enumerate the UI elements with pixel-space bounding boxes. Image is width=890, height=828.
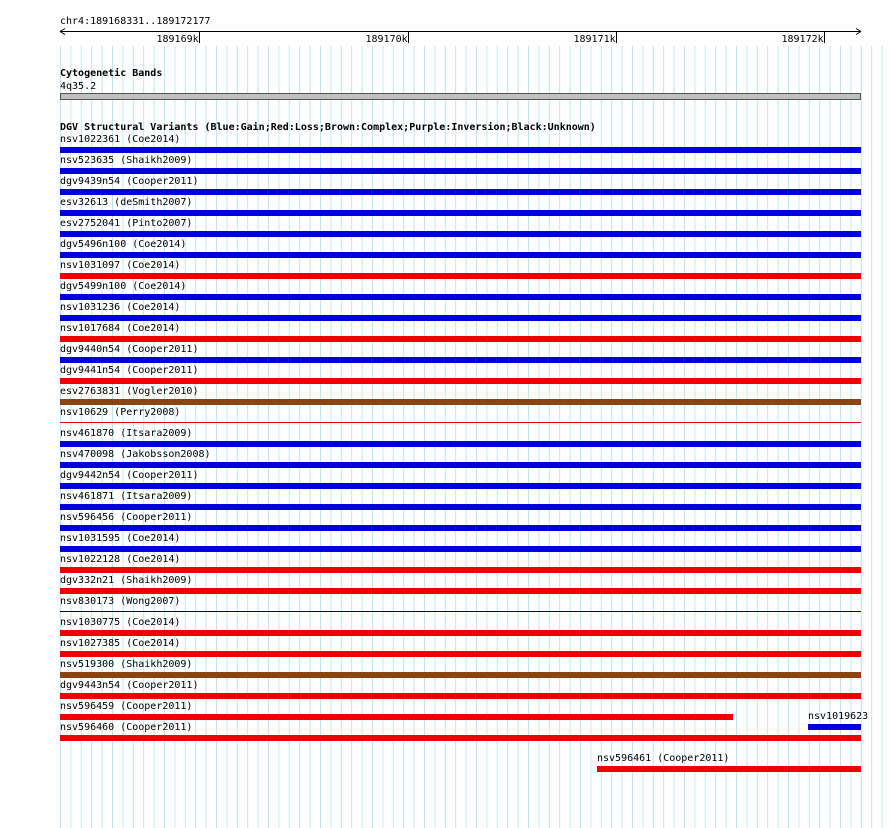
dgv-feature-bar[interactable] [60, 672, 861, 678]
dgv-feature-label[interactable]: esv32613 (deSmith2007) [60, 197, 193, 208]
dgv-feature-bar[interactable] [60, 483, 861, 489]
dgv-feature-bar[interactable] [60, 252, 861, 258]
dgv-feature-bar[interactable] [60, 441, 861, 447]
dgv-feature-label[interactable]: nsv1031595 (Coe2014) [60, 533, 181, 544]
dgv-feature-bar[interactable] [60, 714, 733, 720]
dgv-feature-label[interactable]: nsv461870 (Itsara2009) [60, 428, 193, 439]
dgv-feature-label[interactable]: nsv10629 (Perry2008) [60, 407, 181, 418]
dgv-feature-bar[interactable] [60, 336, 861, 342]
dgv-feature-bar[interactable] [60, 399, 861, 405]
dgv-feature-bar[interactable] [60, 231, 861, 237]
dgv-feature-label[interactable]: nsv596461 (Cooper2011) [597, 753, 730, 764]
dgv-feature-bar[interactable] [60, 210, 861, 216]
cytoband-track-title: Cytogenetic Bands [60, 68, 163, 79]
dgv-feature-bar[interactable] [60, 462, 861, 468]
dgv-feature-bar[interactable] [60, 422, 861, 423]
dgv-feature-label[interactable]: nsv596456 (Cooper2011) [60, 512, 193, 523]
dgv-feature-label[interactable]: nsv1022128 (Coe2014) [60, 554, 181, 565]
ruler-tick-label: 189169k [156, 34, 199, 45]
dgv-feature-bar[interactable] [60, 273, 861, 279]
dgv-feature-label[interactable]: esv2752041 (Pinto2007) [60, 218, 193, 229]
cytoband-label: 4q35.2 [60, 81, 97, 92]
cytoband-bar[interactable] [60, 93, 861, 100]
dgv-feature-label[interactable]: esv2763831 (Vogler2010) [60, 386, 199, 397]
dgv-feature-label[interactable]: nsv1017684 (Coe2014) [60, 323, 181, 334]
dgv-feature-label[interactable]: nsv1030775 (Coe2014) [60, 617, 181, 628]
dgv-feature-bar[interactable] [60, 611, 861, 612]
dgv-feature-label[interactable]: dgv9441n54 (Cooper2011) [60, 365, 199, 376]
dgv-feature-label[interactable]: nsv519300 (Shaikh2009) [60, 659, 193, 670]
dgv-feature-bar[interactable] [60, 525, 861, 531]
dgv-feature-label[interactable]: nsv596459 (Cooper2011) [60, 701, 193, 712]
dgv-feature-bar[interactable] [60, 693, 861, 699]
dgv-feature-label[interactable]: dgv332n21 (Shaikh2009) [60, 575, 193, 586]
dgv-feature-label[interactable]: nsv830173 (Wong2007) [60, 596, 181, 607]
ruler [0, 24, 890, 46]
dgv-feature-bar[interactable] [60, 735, 861, 741]
dgv-feature-label[interactable]: dgv9440n54 (Cooper2011) [60, 344, 199, 355]
ruler-tick-label: 189171k [573, 34, 616, 45]
dgv-feature-bar[interactable] [60, 147, 861, 153]
dgv-feature-label[interactable]: nsv1019623 [808, 711, 869, 722]
dgv-feature-label[interactable]: nsv1031097 (Coe2014) [60, 260, 181, 271]
ruler-location: chr4:189168331..189172177 [60, 16, 211, 27]
ruler-tick-label: 189172k [781, 34, 824, 45]
dgv-feature-label[interactable]: dgv9442n54 (Cooper2011) [60, 470, 199, 481]
dgv-feature-bar[interactable] [60, 567, 861, 573]
dgv-feature-label[interactable]: nsv1031236 (Coe2014) [60, 302, 181, 313]
dgv-feature-bar[interactable] [60, 189, 861, 195]
dgv-feature-bar[interactable] [60, 357, 861, 363]
dgv-feature-bar[interactable] [60, 588, 861, 594]
dgv-feature-bar[interactable] [597, 766, 861, 772]
dgv-feature-label[interactable]: nsv1027385 (Coe2014) [60, 638, 181, 649]
dgv-feature-bar[interactable] [60, 651, 861, 657]
dgv-feature-label[interactable]: dgv5496n100 (Coe2014) [60, 239, 187, 250]
dgv-feature-bar[interactable] [60, 294, 861, 300]
dgv-feature-bar[interactable] [60, 504, 861, 510]
dgv-feature-bar[interactable] [60, 168, 861, 174]
dgv-feature-label[interactable]: nsv523635 (Shaikh2009) [60, 155, 193, 166]
ruler-tick-label: 189170k [365, 34, 408, 45]
dgv-feature-label[interactable]: dgv5499n100 (Coe2014) [60, 281, 187, 292]
dgv-feature-bar[interactable] [60, 630, 861, 636]
dgv-feature-bar[interactable] [60, 315, 861, 321]
dgv-feature-bar[interactable] [808, 724, 861, 730]
dgv-feature-label[interactable]: nsv596460 (Cooper2011) [60, 722, 193, 733]
dgv-track-title: DGV Structural Variants (Blue:Gain;Red:Loss;Brown:Complex;Purple:Inversion;Black:Unknown) [60, 122, 596, 133]
dgv-feature-label[interactable]: dgv9439n54 (Cooper2011) [60, 176, 199, 187]
dgv-feature-label[interactable]: nsv1022361 (Coe2014) [60, 134, 181, 145]
dgv-feature-label[interactable]: nsv461871 (Itsara2009) [60, 491, 193, 502]
dgv-feature-bar[interactable] [60, 546, 861, 552]
dgv-feature-bar[interactable] [60, 378, 861, 384]
dgv-feature-label[interactable]: dgv9443n54 (Cooper2011) [60, 680, 199, 691]
dgv-feature-label[interactable]: nsv470098 (Jakobsson2008) [60, 449, 211, 460]
